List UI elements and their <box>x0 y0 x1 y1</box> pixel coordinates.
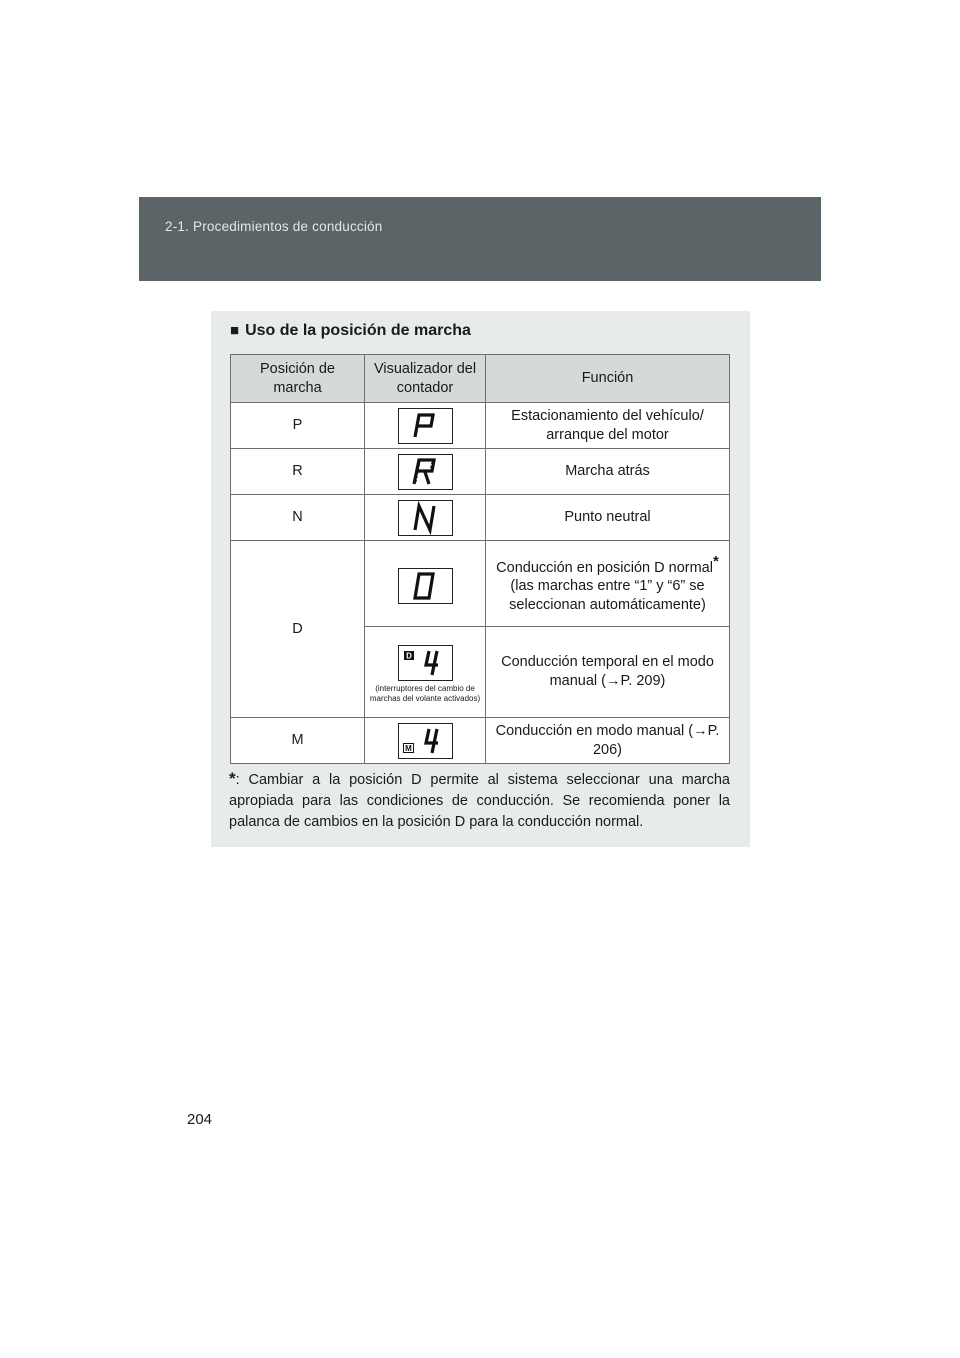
square-bullet-icon: ■ <box>230 322 240 339</box>
display-cell <box>365 403 486 449</box>
footnote-mark: * <box>712 552 719 570</box>
footnote <box>229 768 730 833</box>
meter-display-p-icon <box>398 408 453 444</box>
table-row <box>231 541 730 627</box>
svg-text:M: M <box>404 743 412 753</box>
function-cell: Marcha atrás <box>486 449 730 495</box>
display-caption: (interruptores del cambio de marchas del volante activados) <box>369 683 481 703</box>
function-note: (las marchas entre “1” y “6” se seleccionan automáticamente) <box>509 578 706 614</box>
table-row <box>231 495 730 541</box>
header-position: Posición de marcha <box>231 355 365 403</box>
svg-text:D: D <box>405 651 412 660</box>
function-cell: Conducción temporal en el modo manual (→P. 209) <box>486 627 730 718</box>
header-function: Función <box>486 355 730 403</box>
header-display: Visualizador del contador <box>365 355 486 403</box>
table-row <box>231 449 730 495</box>
meter-display-d-icon <box>398 568 453 604</box>
position-cell: P <box>231 403 365 449</box>
function-cell: Estacionamiento del vehículo/ arranque del motor <box>486 403 730 449</box>
footnote-text: : Cambiar a la posición D permite al sistema seleccionar una marcha apropiada para las condiciones de conducción. Se recomienda poner la palanca de cambios en la posición D para la conducción normal. <box>229 772 730 830</box>
meter-display-r-icon <box>398 454 453 490</box>
function-cell: Conducción en modo manual (→P. 206) <box>486 718 730 764</box>
chapter-section-title: 2-1. Procedimientos de conducción <box>165 219 383 234</box>
table-row <box>231 718 730 764</box>
display-cell <box>365 541 486 627</box>
position-cell: N <box>231 495 365 541</box>
display-cell <box>365 718 486 764</box>
gear-position-table <box>230 354 730 764</box>
footnote-mark: * <box>229 769 236 788</box>
display-cell <box>365 449 486 495</box>
position-cell: D <box>231 541 365 718</box>
meter-display-m4-icon <box>398 723 453 759</box>
table-header-row <box>231 355 730 403</box>
page-number: 204 <box>187 1111 213 1128</box>
function-text: Conducción en posición D normal <box>496 559 713 576</box>
function-cell <box>486 541 730 627</box>
function-cell: Punto neutral <box>486 495 730 541</box>
section-title-text: Uso de la posición de marcha <box>245 322 471 339</box>
section-title <box>230 322 471 340</box>
meter-display-d4-icon <box>398 645 453 681</box>
chapter-header-band <box>139 197 821 281</box>
display-cell <box>365 627 486 718</box>
info-panel <box>211 311 750 847</box>
position-cell: M <box>231 718 365 764</box>
display-cell <box>365 495 486 541</box>
position-cell: R <box>231 449 365 495</box>
meter-display-n-icon <box>398 500 453 536</box>
table-row <box>231 403 730 449</box>
